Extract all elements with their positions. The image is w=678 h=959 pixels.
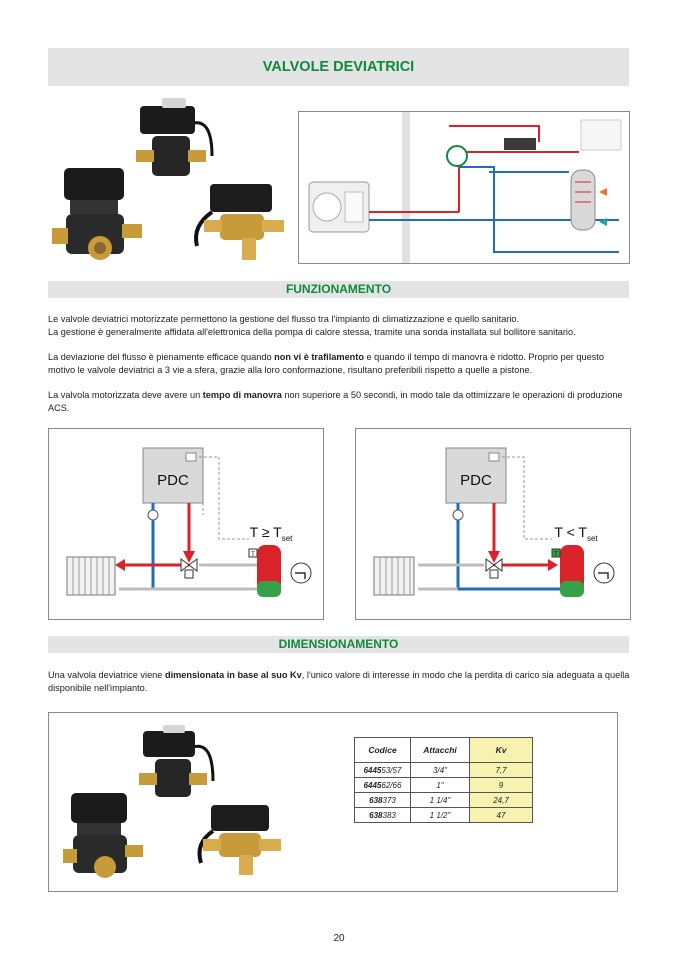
radiator-left — [67, 557, 115, 595]
table-row — [355, 793, 533, 808]
kv-table — [354, 737, 533, 823]
system-schematic — [298, 111, 630, 264]
deviazione-bold: non vi è trafilamento — [274, 352, 364, 362]
page-title: VALVOLE DEVIATRICI — [48, 48, 629, 86]
t-sensor-label-right: T — [554, 552, 558, 558]
table-row — [355, 808, 533, 823]
paragraph-deviazione — [48, 351, 630, 376]
cell-kv: 7,7 — [470, 763, 533, 778]
pdc-label-right: PDC — [460, 472, 492, 489]
intro-line-1: Le valvole deviatrici motorizzate permettono la gestione del flusso tra l'impianto di climatizzazione e quello sanitario. — [48, 314, 520, 324]
paragraph-intro — [48, 313, 630, 338]
header-kv: Kv — [470, 738, 533, 763]
cell-codice: 644553/57 — [355, 763, 411, 778]
diagram-heating-mode — [48, 428, 324, 620]
paragraph-tempo — [48, 389, 630, 414]
deviazione-text-b: e quando il tempo di manovra è ridotto. Proprio per questo motivo le valvole deviatrici a 3 vie a sfera, grazie alla loro conformazione, risultano preferibili rispetto a quelle a pistone. — [48, 352, 605, 375]
svg-text:T ≥ Tset — [250, 524, 294, 543]
tempo-text-b: non superiore a 50 secondi, in modo tale da ottimizzare le operazioni di produzione ACS. — [48, 390, 623, 413]
tempo-text-a: La valvola motorizzata deve avere un — [48, 390, 203, 400]
valve-left — [52, 168, 142, 260]
cell-codice: 638383 — [355, 808, 411, 823]
svg-text:T < Tset — [554, 524, 598, 543]
paragraph-kv — [48, 669, 630, 694]
cell-attacchi: 1" — [411, 778, 470, 793]
cell-kv: 9 — [470, 778, 533, 793]
kv-text-b: , l'unico valore di interesse in modo che la perdita di carico sia adeguata a quella disponibile nell'impianto. — [48, 670, 630, 693]
kv-bold: dimensionata in base al suo Kv — [164, 670, 302, 680]
condition-left: T ≥ T — [249, 524, 282, 540]
valve-top — [136, 98, 212, 176]
intro-line-2: La gestione è generalmente affidata all'elettronica della pompa di calore stessa, tramite una sonda installata sul bollitore sanitario. — [48, 326, 576, 337]
diagram-dhw-mode — [355, 428, 631, 620]
radiator-right — [374, 557, 414, 595]
cell-attacchi: 1 1/2" — [411, 808, 470, 823]
deviazione-text-a: La deviazione del flusso è pienamente efficace quando — [48, 352, 275, 362]
table-row — [355, 778, 533, 793]
valve-right — [196, 184, 284, 260]
cell-codice: 638373 — [355, 793, 411, 808]
table-header-row — [355, 738, 533, 763]
kv-text-a: Una valvola deviatrice viene — [48, 670, 165, 680]
header-attacchi: Attacchi — [411, 738, 470, 763]
cell-kv: 47 — [470, 808, 533, 823]
cell-kv: 24,7 — [470, 793, 533, 808]
t-sensor-label-left: T — [251, 552, 255, 558]
section-funzionamento: FUNZIONAMENTO — [48, 281, 629, 298]
section-dimensionamento: DIMENSIONAMENTO — [48, 636, 629, 653]
condition-left-sub: set — [281, 534, 293, 543]
valves-product-image-small — [63, 725, 293, 885]
valves-product-image — [52, 96, 292, 268]
condition-right: T < T — [554, 524, 587, 540]
header-codice: Codice — [355, 738, 411, 763]
pdc-label-left: PDC — [157, 472, 189, 489]
cell-attacchi: 3/4" — [411, 763, 470, 778]
cell-attacchi: 1 1/4" — [411, 793, 470, 808]
condition-right-sub: set — [586, 534, 598, 543]
table-row — [355, 763, 533, 778]
cell-codice: 644562/66 — [355, 778, 411, 793]
tempo-bold: tempo di manovra — [202, 390, 282, 400]
page-number: 20 — [333, 933, 345, 944]
